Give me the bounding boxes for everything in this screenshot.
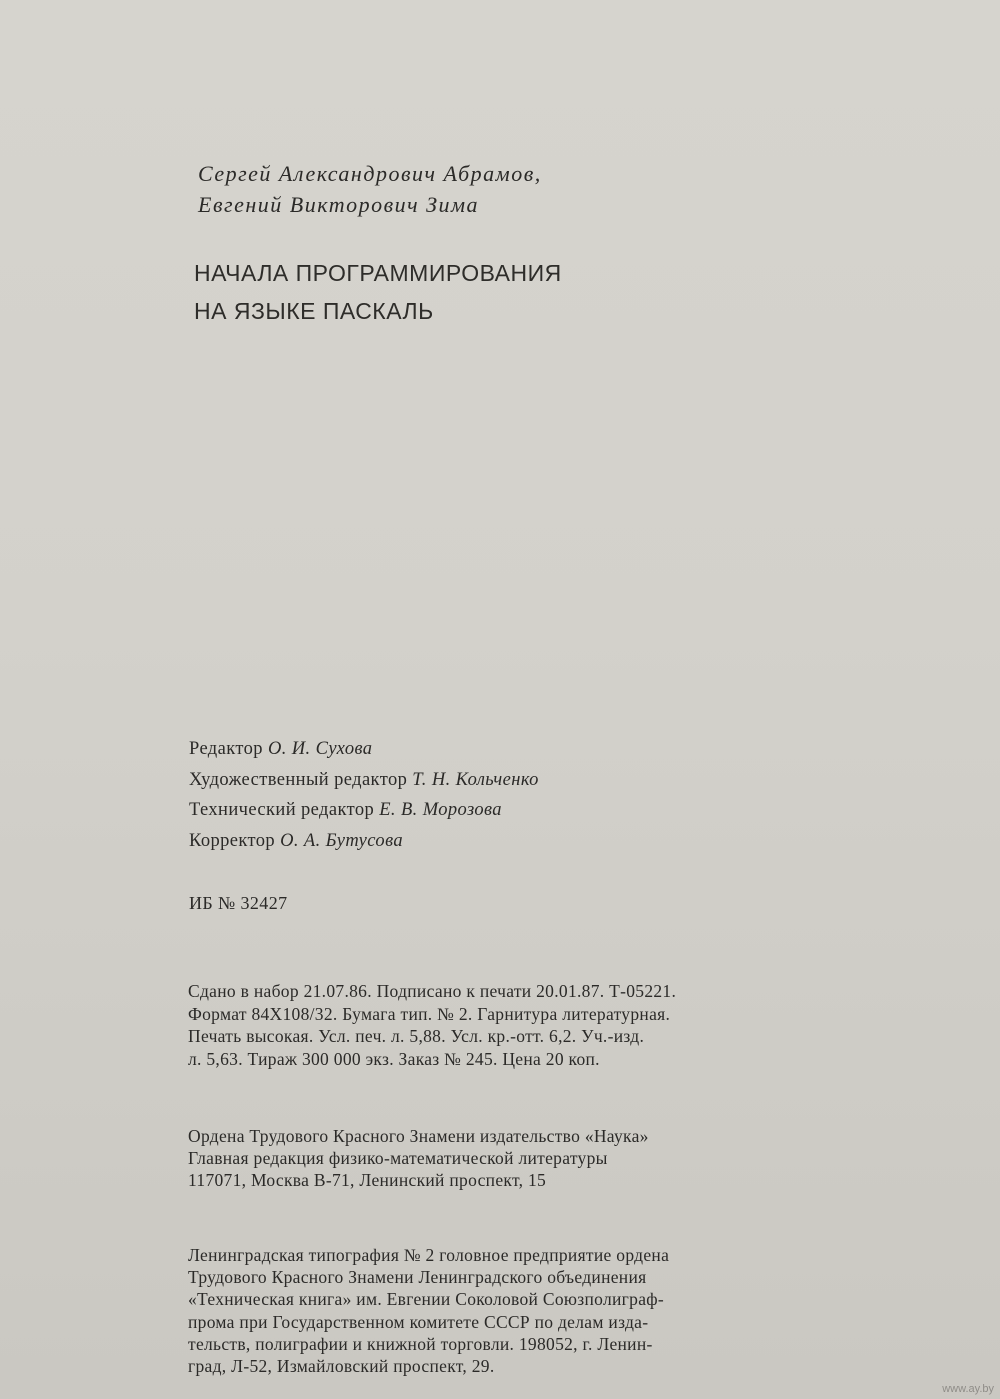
printer-line: Ленинградская типография № 2 головное предприятие ордена — [188, 1245, 670, 1265]
watermark: www.ay.by — [942, 1383, 994, 1395]
printer-info — [188, 1244, 669, 1377]
printer-line: «Техническая книга» им. Евгении Соколовой Союзполиграф- — [188, 1289, 665, 1310]
printer-line: Трудового Красного Знамени Ленинградского объединения — [188, 1267, 647, 1288]
printer-line: град, Л-52, Измайловский проспект, 29. — [188, 1356, 495, 1377]
imprint-line: Формат 84Х108/32. Бумага тип. № 2. Гарнитура литературная. — [188, 1003, 671, 1024]
staff-line — [189, 765, 539, 796]
publisher-line: Главная редакция физико-математической литературы — [188, 1148, 608, 1168]
imprint-details — [188, 980, 676, 1070]
book-title — [194, 254, 562, 330]
staff-role: Художественный редактор — [189, 769, 408, 790]
title-line: НА ЯЗЫКЕ ПАСКАЛЬ — [194, 298, 434, 324]
staff-role: Редактор — [189, 739, 263, 759]
editorial-staff — [189, 734, 539, 856]
imprint-line: Сдано в набор 21.07.86. Подписано к печати 20.01.87. Т-05221. — [188, 981, 677, 1001]
ib-number: ИБ № 32427 — [189, 893, 288, 913]
staff-role: Корректор — [189, 830, 276, 851]
author-line: Евгений Викторович Зима — [198, 192, 480, 217]
staff-name: Е. В. Морозова — [379, 800, 502, 820]
printer-line: прома при Государственном комитете СССР по делам изда- — [188, 1311, 649, 1332]
staff-line — [189, 734, 539, 765]
imprint-line: л. 5,63. Тираж 300 000 экз. Заказ № 245. Цена 20 коп. — [188, 1048, 600, 1069]
author-line: Сергей Александрович Абрамов, — [198, 161, 542, 186]
printer-line: тельств, полиграфии и книжной торговли. 198052, г. Ленин- — [188, 1333, 653, 1354]
staff-line — [189, 826, 539, 857]
title-line: НАЧАЛА ПРОГРАММИРОВАНИЯ — [194, 260, 562, 286]
publisher-line: Ордена Трудового Красного Знамени издательство «Наука» — [188, 1126, 649, 1146]
staff-name: О. И. Сухова — [267, 739, 373, 759]
staff-name: О. А. Бутусова — [280, 830, 404, 851]
staff-role: Технический редактор — [189, 800, 375, 820]
staff-name: Т. Н. Кольченко — [412, 769, 539, 790]
publisher-line: 117071, Москва В-71, Ленинский проспект, 15 — [188, 1170, 547, 1190]
imprint-line: Печать высокая. Усл. печ. л. 5,88. Усл. кр.-отт. 6,2. Уч.-изд. — [188, 1026, 645, 1046]
staff-line — [189, 795, 539, 826]
publisher-info — [188, 1125, 649, 1191]
authors — [198, 158, 542, 220]
